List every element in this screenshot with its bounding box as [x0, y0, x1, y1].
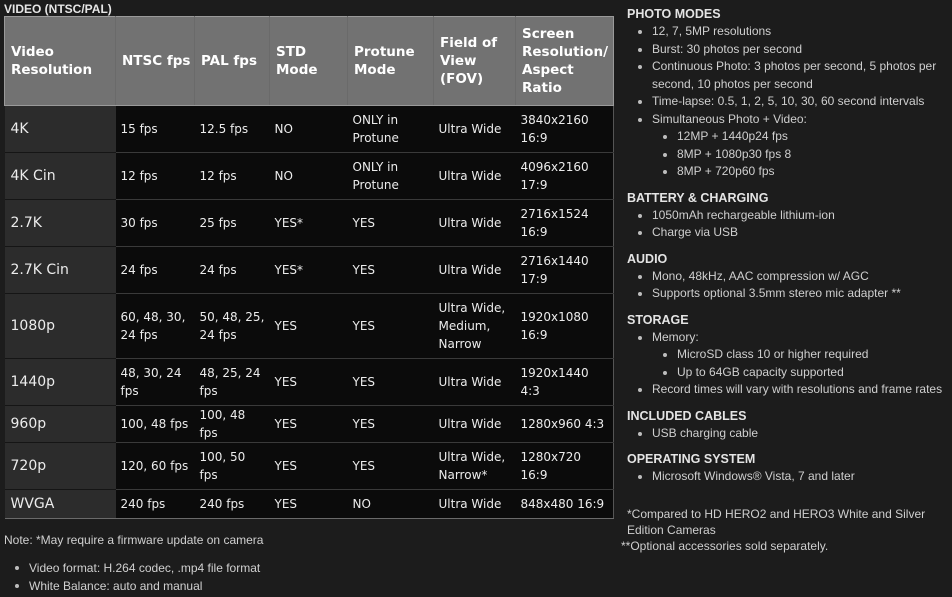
list-item: MicroSD class 10 or higher required [627, 346, 952, 364]
cell-fov: Ultra Wide [434, 153, 516, 200]
cell-screen-resolution: 3840x2160 16:9 [516, 106, 614, 153]
cell-protune-mode: YES [348, 200, 434, 247]
cell-std-mode: YES [270, 443, 348, 490]
spec-section-title: BATTERY & CHARGING [627, 190, 769, 205]
list-item: 12, 7, 5MP resolutions [627, 23, 952, 41]
cell-std-mode: YES [270, 294, 348, 359]
firmware-note: Note: *May require a firmware update on camera [4, 533, 264, 547]
table-row [5, 443, 614, 490]
list-item: 8MP + 720p60 fps [627, 163, 952, 181]
spec-list [627, 468, 952, 486]
table-row [5, 247, 614, 294]
cell-protune-mode: NO [348, 490, 434, 519]
cell-screen-resolution: 4096x2160 17:9 [516, 153, 614, 200]
cell-resolution: 2.7K Cin [5, 247, 116, 294]
cell-screen-resolution: 2716x1440 17:9 [516, 247, 614, 294]
cell-fov: Ultra Wide, Narrow* [434, 443, 516, 490]
cell-pal-fps: 50, 48, 25, 24 fps [195, 294, 270, 359]
list-item: Record times will vary with resolutions and frame rates [627, 381, 952, 399]
list-item: Simultaneous Photo + Video: [627, 111, 952, 129]
list-item: Supports optional 3.5mm stereo mic adapter ** [627, 285, 952, 303]
cell-pal-fps: 12 fps [195, 153, 270, 200]
cell-resolution: 4K Cin [5, 153, 116, 200]
spec-list [627, 329, 952, 399]
cell-fov: Ultra Wide [434, 359, 516, 406]
list-item: Microsoft Windows® Vista, 7 and later [627, 468, 952, 486]
table-row [5, 153, 614, 200]
spec-list [627, 268, 952, 303]
list-item: 1050mAh rechargeable lithium-ion [627, 207, 952, 225]
footnote-optional: **Optional accessories sold separately. [621, 539, 829, 553]
cell-pal-fps: 25 fps [195, 200, 270, 247]
cell-std-mode: YES [270, 490, 348, 519]
cell-std-mode: YES [270, 359, 348, 406]
cell-screen-resolution: 1920x1440 4:3 [516, 359, 614, 406]
spec-section-title: AUDIO [627, 251, 668, 266]
spec-list [627, 207, 952, 242]
list-item: Continuous Photo: 3 photos per second, 5 photos per second, 10 photos per second [627, 58, 952, 93]
cell-protune-mode: ONLY in Protune [348, 106, 434, 153]
list-item: 8MP + 1080p30 fps 8 [627, 146, 952, 164]
cell-protune-mode: YES [348, 247, 434, 294]
spec-section-title: PHOTO MODES [627, 7, 721, 21]
spec-list [627, 23, 952, 181]
cell-fov: Ultra Wide, Medium, Narrow [434, 294, 516, 359]
list-item: Video format: H.264 codec, .mp4 file format [0, 559, 260, 577]
cell-pal-fps: 100, 50 fps [195, 443, 270, 490]
header-ntsc-fps: NTSC fps [116, 17, 195, 106]
cell-resolution: 1080p [5, 294, 116, 359]
cell-protune-mode: YES [348, 294, 434, 359]
video-bullet-list [0, 559, 260, 595]
cell-protune-mode: YES [348, 359, 434, 406]
list-item: White Balance: auto and manual [0, 577, 260, 595]
cell-std-mode: YES* [270, 200, 348, 247]
list-item: Charge via USB [627, 224, 952, 242]
cell-std-mode: NO [270, 153, 348, 200]
spec-section-title: OPERATING SYSTEM [627, 452, 756, 466]
cell-screen-resolution: 1920x1080 16:9 [516, 294, 614, 359]
cell-screen-resolution: 1280x720 16:9 [516, 443, 614, 490]
list-item: Burst: 30 photos per second [627, 41, 952, 59]
cell-std-mode: YES [270, 406, 348, 443]
cell-fov: Ultra Wide [434, 106, 516, 153]
cell-fov: Ultra Wide [434, 490, 516, 519]
cell-fov: Ultra Wide [434, 247, 516, 294]
cell-ntsc-fps: 60, 48, 30, 24 fps [116, 294, 195, 359]
cell-fov: Ultra Wide [434, 406, 516, 443]
table-row [5, 106, 614, 153]
header-std-mode: STD Mode [270, 17, 348, 106]
table-row [5, 359, 614, 406]
cell-resolution: 4K [5, 106, 116, 153]
cell-ntsc-fps: 48, 30, 24 fps [116, 359, 195, 406]
table-row [5, 406, 614, 443]
cell-ntsc-fps: 15 fps [116, 106, 195, 153]
specs-panel [627, 6, 952, 486]
cell-protune-mode: ONLY in Protune [348, 153, 434, 200]
table-header-row [5, 17, 614, 106]
video-specs-table [4, 16, 614, 519]
table-row [5, 200, 614, 247]
list-item: USB charging cable [627, 425, 952, 443]
list-item: Memory: [627, 329, 952, 347]
list-item: Up to 64GB capacity supported [627, 364, 952, 382]
cell-resolution: 720p [5, 443, 116, 490]
cell-pal-fps: 100, 48 fps [195, 406, 270, 443]
cell-resolution: 1440p [5, 359, 116, 406]
cell-resolution: 2.7K [5, 200, 116, 247]
cell-pal-fps: 240 fps [195, 490, 270, 519]
list-item: Time-lapse: 0.5, 1, 2, 5, 10, 30, 60 second intervals [627, 93, 952, 111]
cell-fov: Ultra Wide [434, 200, 516, 247]
spec-list [627, 425, 952, 443]
cell-protune-mode: YES [348, 406, 434, 443]
cell-ntsc-fps: 12 fps [116, 153, 195, 200]
cell-std-mode: NO [270, 106, 348, 153]
spec-section-title: INCLUDED CABLES [627, 408, 747, 423]
video-section-title: VIDEO (NTSC/PAL) [4, 2, 112, 16]
cell-pal-fps: 48, 25, 24 fps [195, 359, 270, 406]
cell-pal-fps: 24 fps [195, 247, 270, 294]
header-protune-mode: Protune Mode [348, 17, 434, 106]
cell-resolution: WVGA [5, 490, 116, 519]
spec-section-title: STORAGE [627, 312, 689, 327]
cell-ntsc-fps: 100, 48 fps [116, 406, 195, 443]
list-item: Mono, 48kHz, AAC compression w/ AGC [627, 268, 952, 286]
cell-pal-fps: 12.5 fps [195, 106, 270, 153]
list-item: 12MP + 1440p24 fps [627, 128, 952, 146]
header-video-resolution: Video Resolution [5, 17, 116, 106]
cell-resolution: 960p [5, 406, 116, 443]
cell-screen-resolution: 2716x1524 16:9 [516, 200, 614, 247]
cell-protune-mode: YES [348, 443, 434, 490]
cell-std-mode: YES* [270, 247, 348, 294]
table-row [5, 294, 614, 359]
footnote-compared: *Compared to HD HERO2 and HERO3 White and Silver Edition Cameras [627, 507, 926, 537]
cell-ntsc-fps: 30 fps [116, 200, 195, 247]
table-row [5, 490, 614, 519]
cell-screen-resolution: 1280x960 4:3 [516, 406, 614, 443]
cell-screen-resolution: 848x480 16:9 [516, 490, 614, 519]
cell-ntsc-fps: 240 fps [116, 490, 195, 519]
header-field-of-view: Field of View (FOV) [434, 17, 516, 106]
cell-ntsc-fps: 24 fps [116, 247, 195, 294]
header-pal-fps: PAL fps [195, 17, 270, 106]
header-screen-resolution: Screen Resolution/ Aspect Ratio [516, 17, 614, 106]
cell-ntsc-fps: 120, 60 fps [116, 443, 195, 490]
